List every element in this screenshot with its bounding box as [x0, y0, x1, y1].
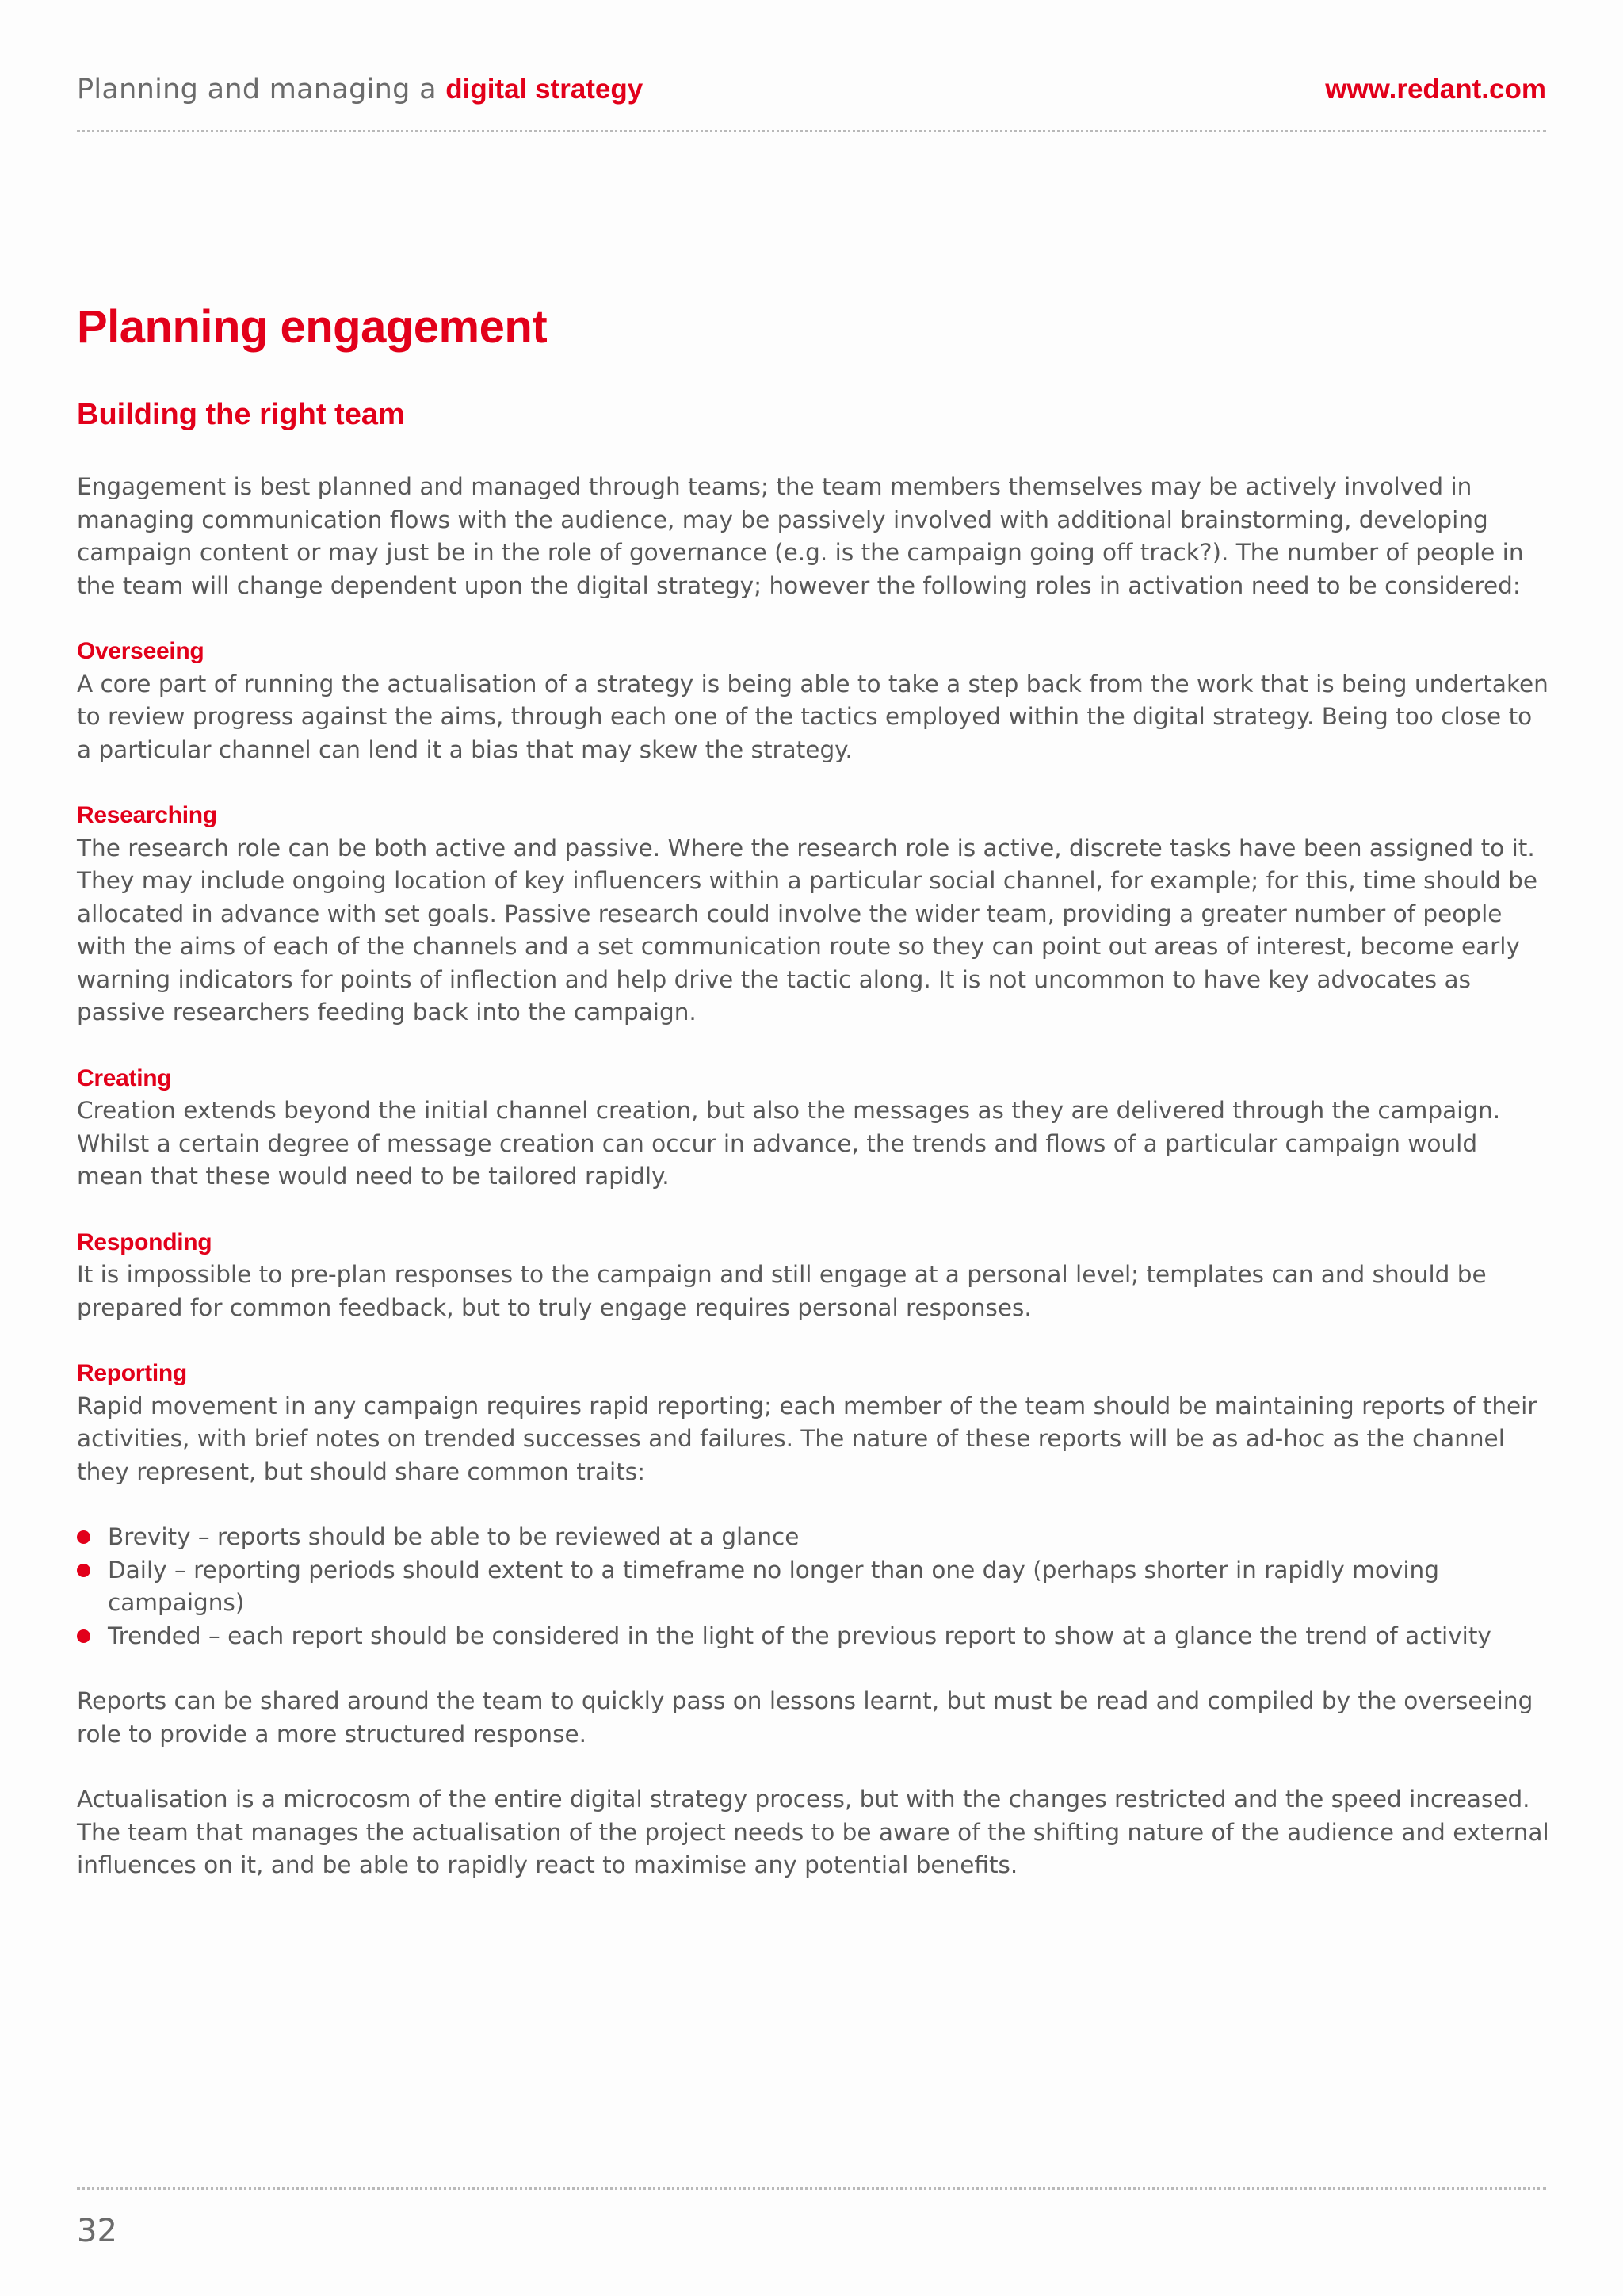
header-title [77, 74, 643, 105]
header-divider [77, 130, 1546, 132]
running-header [77, 70, 1546, 109]
page-title: Planning engagement [77, 301, 548, 353]
bullet-dot-icon [77, 1564, 90, 1577]
role-heading: Researching [77, 802, 217, 828]
role-section-reporting [77, 1357, 1551, 1488]
list-item-text: Trended – each report should be considered in the light of the previous report to show at a glance the trend of activity [108, 1622, 1491, 1649]
page-number: 32 [77, 2213, 117, 2249]
list-item [77, 1554, 1551, 1620]
footer-divider [77, 2187, 1546, 2190]
closing-paragraph: Actualisation is a microcosm of the entire digital strategy process, but with the changes restricted and the speed increased. The team that manages the actualisation of the project needs to be aware of the shifting nature of the audience and external influences on it, and be able to rapidly react to maximise any potential benefits. [77, 1786, 1549, 1878]
main-content [77, 300, 1551, 1882]
role-heading: Overseeing [77, 638, 204, 664]
list-item-text: Daily – reporting periods should extent to a timeframe no longer than one day (perhaps shorter in rapidly moving campaigns) [108, 1556, 1439, 1616]
list-item [77, 1521, 1551, 1554]
role-heading: Reporting [77, 1360, 187, 1386]
header-url-link[interactable]: www.redant.com [1325, 74, 1546, 105]
role-section-researching [77, 799, 1551, 1030]
role-text: Rapid movement in any campaign requires rapid reporting; each member of the team should be maintaining reports of their activities, with brief notes on trended successes and failures. The nature of these reports will be as ad-hoc as the channel they represent, but should share common traits: [77, 1392, 1537, 1485]
role-text: Creation extends beyond the initial channel creation, but also the messages as they are delivered through the campaign. Whilst a certain degree of message creation can occur in advance, the trends and flows of a particular campaign would mean that these would need to be tailored rapidly. [77, 1097, 1501, 1190]
header-title-prefix: Planning and managing a [77, 74, 437, 105]
role-section-responding [77, 1226, 1551, 1325]
role-section-creating [77, 1062, 1551, 1194]
role-text: The research role can be both active and passive. Where the research role is active, discrete tasks have been assigned to it. They may include ongoing location of key influencers within a particular social channel, for example; for this, time should be allocated in advance with set goals. Passive research could involve the wider team, providing a greater number of people with the aims of each of the channels and a set communication route so they can point out areas of interest, become early warning indicators for points of inflection and help drive the tactic along. It is not uncommon to have key advocates as passive researchers feeding back into the campaign. [77, 834, 1538, 1026]
role-text: It is impossible to pre-plan responses to the campaign and still engage at a personal level; templates can and should be prepared for common feedback, but to truly engage requires personal responses. [77, 1261, 1487, 1321]
intro-paragraph: Engagement is best planned and managed through teams; the team members themselves may be actively involved in managing communication flows with the audience, may be passively involved with additional brainstorming, developing campaign content or may just be in the role of governance (e.g. is the campaign going off track?). The number of people in the team will change dependent upon the digital strategy; however the following roles in activation need to be considered: [77, 473, 1524, 599]
list-item-text: Brevity – reports should be able to be reviewed at a glance [108, 1523, 800, 1550]
role-section-overseeing [77, 635, 1551, 766]
header-title-accent: digital strategy [445, 74, 643, 105]
list-item [77, 1620, 1551, 1653]
bullet-dot-icon [77, 1629, 90, 1643]
section-subtitle: Building the right team [77, 398, 405, 431]
closing-paragraph: Reports can be shared around the team to quickly pass on lessons learnt, but must be read and compiled by the overseeing role to provide a more structured response. [77, 1687, 1533, 1748]
role-heading: Responding [77, 1228, 212, 1255]
role-heading: Creating [77, 1064, 172, 1091]
role-text: A core part of running the actualisation of a strategy is being able to take a step back from the work that is being undertaken to review progress against the aims, through each one of the tactics employed within the digital strategy. Being too close to a particular channel can lend it a bias that may skew the strategy. [77, 670, 1549, 763]
bullet-dot-icon [77, 1530, 90, 1544]
report-traits-list [77, 1521, 1551, 1652]
